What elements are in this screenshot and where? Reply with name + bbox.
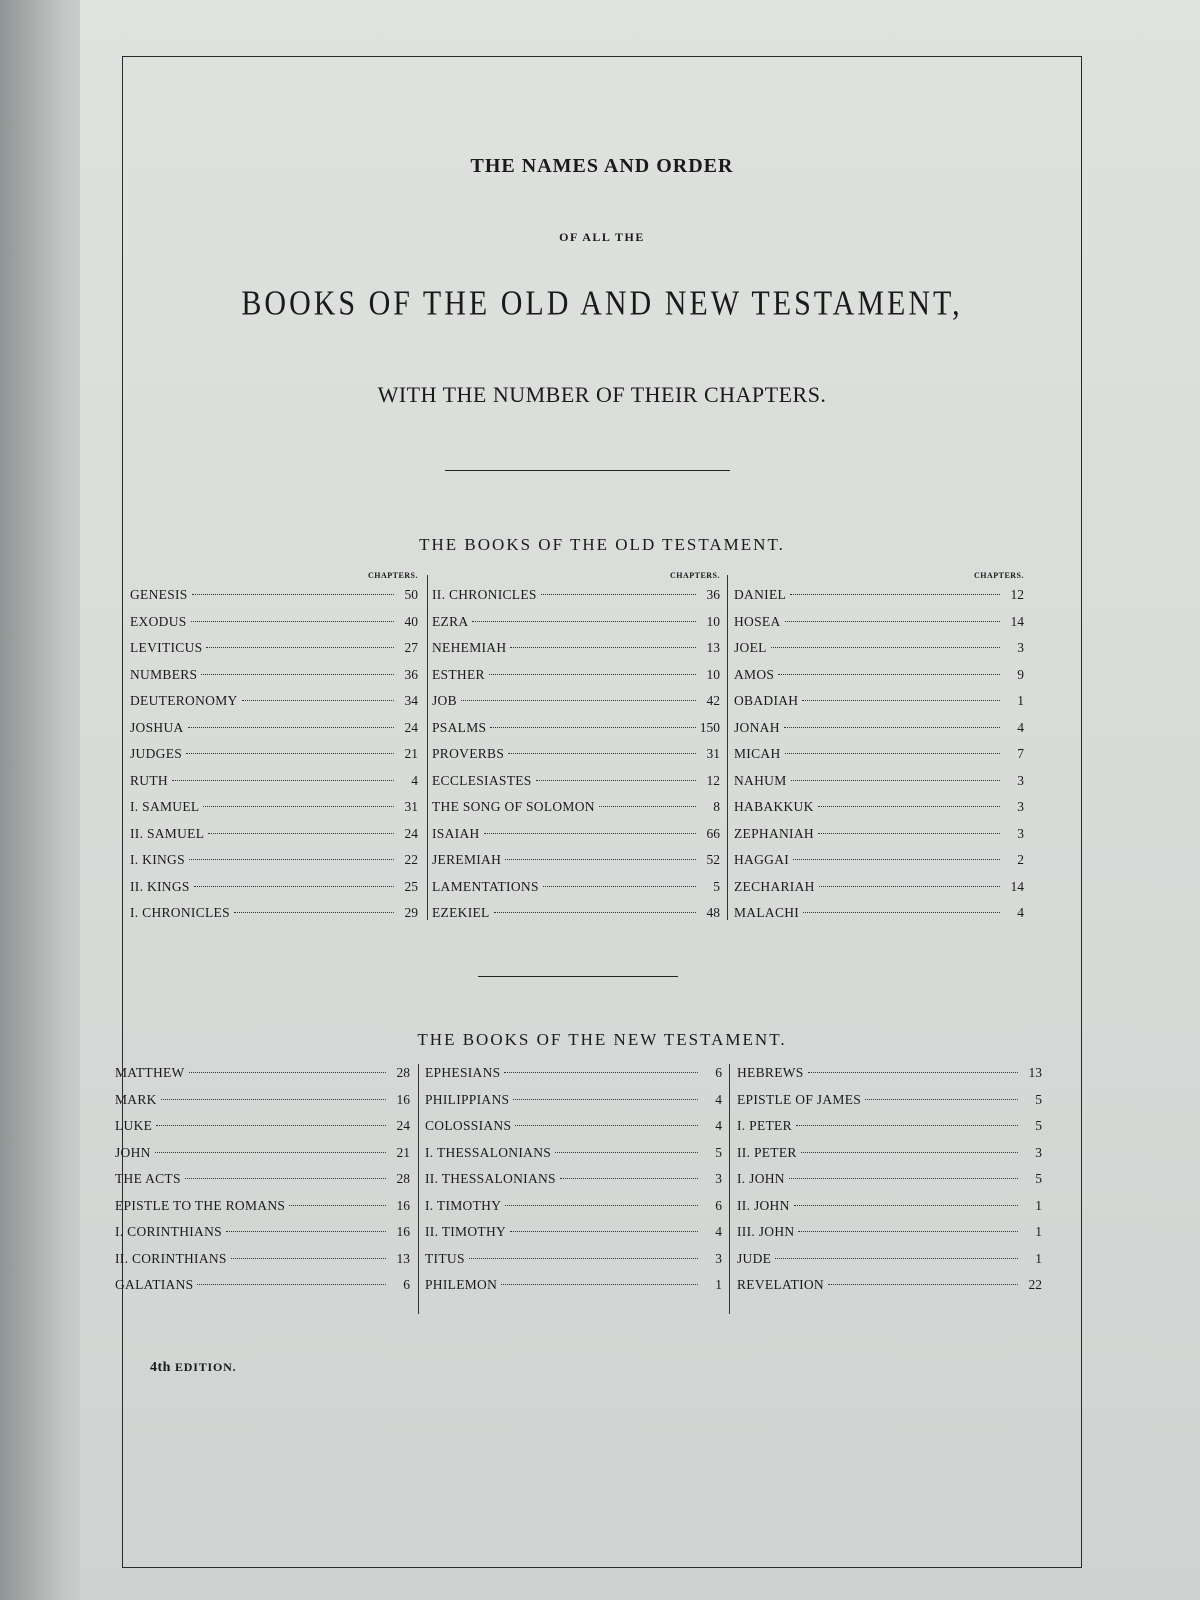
book-name: I. CHRONICLES <box>130 905 230 920</box>
chapter-count: 31 <box>404 799 418 814</box>
dot-leader <box>489 674 696 675</box>
nt-column-3 <box>737 1060 1042 1299</box>
chapter-count: 6 <box>715 1065 722 1080</box>
book-entry <box>432 821 720 848</box>
book-entry <box>115 1060 410 1087</box>
chapters-heading: CHAPTERS. <box>367 571 418 580</box>
book-name: ZEPHANIAH <box>734 825 814 841</box>
dot-leader <box>818 806 1000 807</box>
chapter-count: 4 <box>715 1091 722 1107</box>
chapter-count: 8 <box>713 799 720 814</box>
chapter-count: 4 <box>411 772 418 788</box>
ot-column-3 <box>734 570 1024 927</box>
chapter-count: 24 <box>404 825 418 841</box>
book-name: LAMENTATIONS <box>432 878 539 894</box>
chapter-count: 3 <box>1017 825 1024 841</box>
book-name: ISAIAH <box>432 825 480 841</box>
chapter-count: 16 <box>396 1224 410 1239</box>
book-name: ESTHER <box>432 666 485 682</box>
title-line-4: WITH THE NUMBER OF THEIR CHAPTERS. <box>377 382 827 407</box>
book-name: HEBREWS <box>737 1065 804 1080</box>
nt-column-2 <box>425 1060 722 1299</box>
book-entry <box>432 662 720 689</box>
book-entry <box>425 1193 722 1220</box>
book-name: GALATIANS <box>115 1277 194 1292</box>
book-entry <box>425 1113 722 1140</box>
book-entry <box>432 688 720 715</box>
book-name: TITUS <box>425 1250 465 1266</box>
book-entry <box>432 635 720 662</box>
chapter-count: 6 <box>403 1277 410 1292</box>
dot-leader <box>234 912 394 913</box>
book-entry <box>130 821 418 848</box>
book-name: II. PETER <box>737 1144 797 1160</box>
book-name: NEHEMIAH <box>432 640 507 655</box>
book-entry <box>130 900 418 927</box>
chapter-count: 22 <box>404 852 418 867</box>
chapter-count: 24 <box>396 1118 410 1133</box>
ot-divider-2 <box>727 575 728 920</box>
old-testament-title: THE BOOKS OF THE OLD TESTAMENT. <box>419 535 785 554</box>
dot-leader <box>510 1231 698 1232</box>
book-name: PHILIPPIANS <box>425 1091 510 1107</box>
book-name: JUDE <box>737 1250 772 1266</box>
book-name: THE ACTS <box>115 1171 181 1186</box>
chapter-count: 4 <box>1017 719 1024 735</box>
ot-list-3 <box>734 582 1024 927</box>
book-entry <box>734 847 1024 874</box>
ot-column-1 <box>130 570 418 927</box>
dot-leader <box>490 727 695 728</box>
book-entry <box>130 741 418 768</box>
dot-leader <box>242 700 394 701</box>
dot-leader <box>543 886 696 887</box>
book-entry <box>115 1087 410 1114</box>
chapter-count: 5 <box>1035 1091 1042 1107</box>
dot-leader <box>771 647 1000 648</box>
book-entry <box>130 609 418 636</box>
book-entry <box>432 609 720 636</box>
chapter-count: 29 <box>404 905 418 920</box>
book-name: JOB <box>432 693 457 708</box>
dot-leader <box>513 1099 698 1100</box>
dot-leader <box>790 594 1000 595</box>
chapter-count: 25 <box>404 878 418 894</box>
book-entry <box>432 582 720 609</box>
chapter-count: 28 <box>396 1065 410 1080</box>
chapter-count: 50 <box>404 587 418 602</box>
chapter-count: 13 <box>706 640 720 655</box>
book-entry <box>432 741 720 768</box>
dot-leader <box>505 859 696 860</box>
book-entry <box>115 1140 410 1167</box>
chapter-count: 5 <box>1035 1171 1042 1186</box>
book-entry <box>425 1060 722 1087</box>
chapter-count: 40 <box>404 613 418 629</box>
chapter-count: 36 <box>404 666 418 682</box>
title-line-1: THE NAMES AND ORDER <box>470 155 734 177</box>
book-entry <box>734 635 1024 662</box>
dot-leader <box>510 647 696 648</box>
dot-leader <box>789 1178 1018 1179</box>
book-entry <box>432 794 720 821</box>
book-name: ECCLESIASTES <box>432 772 532 788</box>
book-entry <box>130 794 418 821</box>
book-name: RUTH <box>130 772 168 788</box>
book-entry <box>115 1113 410 1140</box>
dot-leader <box>484 833 696 834</box>
dot-leader <box>155 1152 386 1153</box>
dot-leader <box>156 1125 386 1126</box>
book-entry <box>130 768 418 795</box>
nt-divider-2 <box>729 1064 730 1314</box>
book-name: OBADIAH <box>734 693 799 708</box>
book-name: HABAKKUK <box>734 799 814 814</box>
book-name: MICAH <box>734 746 781 761</box>
book-name: PHILEMON <box>425 1277 498 1292</box>
dot-leader <box>541 594 696 595</box>
chapters-heading: CHAPTERS. <box>669 571 720 580</box>
chapter-count: 52 <box>706 852 720 867</box>
book-name: JONAH <box>734 719 780 735</box>
divider-top <box>445 470 730 471</box>
book-name: II. KINGS <box>130 878 190 894</box>
book-name: I. SAMUEL <box>130 799 200 814</box>
chapter-count: 3 <box>715 1171 722 1186</box>
book-name: I. TIMOTHY <box>425 1197 502 1213</box>
dot-leader <box>785 753 1000 754</box>
book-name: I. PETER <box>737 1118 792 1133</box>
dot-leader <box>191 621 394 622</box>
chapter-count: 27 <box>404 640 418 655</box>
dot-leader <box>793 859 1000 860</box>
dot-leader <box>208 833 394 834</box>
chapter-count: 66 <box>706 825 720 841</box>
chapter-count: 34 <box>404 693 418 708</box>
dot-leader <box>186 753 394 754</box>
book-entry <box>737 1113 1042 1140</box>
book-entry <box>130 582 418 609</box>
book-entry <box>432 900 720 927</box>
dot-leader <box>197 1284 386 1285</box>
book-name: I. CORINTHIANS <box>115 1224 222 1239</box>
dot-leader <box>189 859 394 860</box>
book-name: II. CORINTHIANS <box>115 1250 227 1266</box>
dot-leader <box>194 886 394 887</box>
book-name: DANIEL <box>734 587 787 602</box>
book-entry <box>734 741 1024 768</box>
book-name: EPISTLE OF JAMES <box>737 1091 862 1107</box>
book-entry <box>734 715 1024 742</box>
book-entry <box>425 1087 722 1114</box>
book-name: EPISTLE TO THE ROMANS <box>115 1197 286 1213</box>
book-name: EXODUS <box>130 613 187 629</box>
dot-leader <box>828 1284 1018 1285</box>
book-name: LUKE <box>115 1118 153 1133</box>
book-name: GENESIS <box>130 587 188 602</box>
chapter-count: 31 <box>706 746 720 761</box>
book-name: JEREMIAH <box>432 852 502 867</box>
book-entry <box>115 1246 410 1273</box>
chapter-count: 16 <box>396 1197 410 1213</box>
dot-leader <box>803 912 1000 913</box>
dot-leader <box>469 1258 698 1259</box>
chapter-count: 21 <box>396 1144 410 1160</box>
dot-leader <box>472 621 696 622</box>
book-entry <box>130 635 418 662</box>
book-name: III. JOHN <box>737 1224 795 1239</box>
book-name: NUMBERS <box>130 666 198 682</box>
book-entry <box>425 1140 722 1167</box>
book-entry <box>425 1246 722 1273</box>
book-entry <box>115 1272 410 1299</box>
book-entry <box>737 1272 1042 1299</box>
edition-label: EDITION. <box>174 1360 237 1374</box>
dot-leader <box>599 806 696 807</box>
dot-leader <box>192 594 394 595</box>
dot-leader <box>791 780 1000 781</box>
book-name: PSALMS <box>432 719 487 735</box>
book-entry <box>734 900 1024 927</box>
nt-list-2 <box>425 1060 722 1299</box>
dot-leader <box>206 647 394 648</box>
dot-leader <box>189 1072 386 1073</box>
dot-leader <box>504 1072 698 1073</box>
book-entry <box>130 847 418 874</box>
book-name: ZECHARIAH <box>734 878 815 894</box>
book-name: PROVERBS <box>432 746 505 761</box>
dot-leader <box>794 1205 1018 1206</box>
book-name: THE SONG OF SOLOMON <box>432 799 595 814</box>
book-name: I. JOHN <box>737 1171 785 1186</box>
chapter-count: 1 <box>1017 693 1024 708</box>
chapter-count: 5 <box>1035 1118 1042 1133</box>
book-name: AMOS <box>734 666 775 682</box>
chapter-count: 14 <box>1010 613 1024 629</box>
book-entry <box>432 715 720 742</box>
chapter-count: 3 <box>715 1250 722 1266</box>
dot-leader <box>536 780 696 781</box>
dot-leader <box>808 1072 1018 1073</box>
edition-note <box>150 1360 236 1376</box>
chapter-count: 5 <box>715 1144 722 1160</box>
book-entry <box>734 662 1024 689</box>
book-entry <box>130 662 418 689</box>
dot-leader <box>203 806 394 807</box>
book-entry <box>425 1219 722 1246</box>
book-name: II. CHRONICLES <box>432 587 537 602</box>
book-name: LEVITICUS <box>130 640 203 655</box>
book-entry <box>734 821 1024 848</box>
chapter-count: 5 <box>713 878 720 894</box>
chapter-count: 21 <box>404 746 418 761</box>
dot-leader <box>802 700 1000 701</box>
book-entry <box>734 874 1024 901</box>
dot-leader <box>555 1152 698 1153</box>
divider-middle <box>478 976 678 977</box>
dot-leader <box>801 1152 1018 1153</box>
title-line-2: OF ALL THE <box>559 230 645 244</box>
chapter-count: 6 <box>715 1197 722 1213</box>
book-entry <box>734 768 1024 795</box>
book-name: II. TIMOTHY <box>425 1224 507 1239</box>
chapter-count: 24 <box>404 719 418 735</box>
book-entry <box>115 1193 410 1220</box>
chapter-count: 4 <box>715 1118 722 1133</box>
chapters-heading: CHAPTERS. <box>973 571 1024 580</box>
chapter-count: 12 <box>1010 587 1024 602</box>
book-entry <box>734 794 1024 821</box>
book-name: DEUTERONOMY <box>130 693 238 708</box>
chapter-count: 150 <box>699 719 720 735</box>
book-name: EZEKIEL <box>432 905 490 920</box>
chapter-count: 4 <box>715 1224 722 1239</box>
dot-leader <box>185 1178 386 1179</box>
book-entry <box>737 1246 1042 1273</box>
book-name: I. KINGS <box>130 852 185 867</box>
book-name: HAGGAI <box>734 852 790 867</box>
dot-leader <box>560 1178 698 1179</box>
dot-leader <box>161 1099 386 1100</box>
book-entry <box>737 1060 1042 1087</box>
book-entry <box>737 1166 1042 1193</box>
chapter-count: 7 <box>1017 746 1024 761</box>
chapter-count: 3 <box>1017 799 1024 814</box>
dot-leader <box>778 674 1000 675</box>
chapter-count: 36 <box>706 587 720 602</box>
book-entry <box>115 1219 410 1246</box>
chapter-count: 1 <box>1035 1197 1042 1213</box>
book-name: I. THESSALONIANS <box>425 1144 552 1160</box>
nt-column-1 <box>115 1060 410 1299</box>
chapter-count: 10 <box>706 613 720 629</box>
book-entry <box>737 1140 1042 1167</box>
book-entry <box>734 582 1024 609</box>
chapter-count: 9 <box>1017 666 1024 682</box>
book-name: JOEL <box>734 640 767 655</box>
book-entry <box>432 874 720 901</box>
dot-leader <box>796 1125 1018 1126</box>
book-entry <box>737 1219 1042 1246</box>
book-entry <box>130 715 418 742</box>
chapter-count: 3 <box>1017 640 1024 655</box>
book-entry <box>737 1087 1042 1114</box>
chapter-count: 48 <box>706 905 720 920</box>
dot-leader <box>818 833 1000 834</box>
chapter-count: 14 <box>1010 878 1024 894</box>
title-line-3: BOOKS OF THE OLD AND NEW TESTAMENT, <box>241 284 963 323</box>
dot-leader <box>865 1099 1018 1100</box>
book-entry <box>425 1166 722 1193</box>
book-entry <box>734 609 1024 636</box>
dot-leader <box>515 1125 698 1126</box>
chapter-count: 1 <box>1035 1224 1042 1239</box>
ot-list-1 <box>130 582 418 927</box>
dot-leader <box>188 727 394 728</box>
book-entry <box>115 1166 410 1193</box>
book-entry <box>432 847 720 874</box>
ot-divider-1 <box>427 575 428 920</box>
dot-leader <box>501 1284 698 1285</box>
dot-leader <box>494 912 696 913</box>
edition-number: 4th <box>150 1360 171 1375</box>
chapter-count: 4 <box>1017 905 1024 920</box>
dot-leader <box>775 1258 1018 1259</box>
book-name: HOSEA <box>734 613 781 629</box>
book-name: NAHUM <box>734 772 787 788</box>
book-entry <box>432 768 720 795</box>
dot-leader <box>784 727 1000 728</box>
chapter-count: 22 <box>1028 1277 1042 1292</box>
chapter-count: 1 <box>1035 1250 1042 1266</box>
book-name: EZRA <box>432 613 469 629</box>
book-entry <box>734 688 1024 715</box>
book-name: JOHN <box>115 1144 151 1160</box>
chapter-count: 42 <box>706 693 720 708</box>
chapter-count: 3 <box>1017 772 1024 788</box>
dot-leader <box>461 700 696 701</box>
book-name: II. SAMUEL <box>130 825 205 841</box>
book-name: EPHESIANS <box>425 1065 501 1080</box>
chapter-count: 28 <box>396 1171 410 1186</box>
book-entry <box>425 1272 722 1299</box>
dot-leader <box>798 1231 1018 1232</box>
dot-leader <box>505 1205 698 1206</box>
book-name: JOSHUA <box>130 719 184 735</box>
nt-list-3 <box>737 1060 1042 1299</box>
book-name: MALACHI <box>734 905 800 920</box>
chapter-count: 2 <box>1017 852 1024 867</box>
dot-leader <box>231 1258 386 1259</box>
dot-leader <box>289 1205 386 1206</box>
book-name: COLOSSIANS <box>425 1118 512 1133</box>
book-entry <box>130 874 418 901</box>
ot-column-2 <box>432 570 720 927</box>
chapter-count: 12 <box>706 772 720 788</box>
chapter-count: 3 <box>1035 1144 1042 1160</box>
book-name: MARK <box>115 1091 157 1107</box>
dot-leader <box>201 674 394 675</box>
book-name: II. THESSALONIANS <box>425 1171 556 1186</box>
new-testament-title: THE BOOKS OF THE NEW TESTAMENT. <box>417 1030 787 1049</box>
book-entry <box>130 688 418 715</box>
book-name: MATTHEW <box>115 1065 185 1080</box>
chapter-count: 16 <box>396 1091 410 1107</box>
book-name: JUDGES <box>130 746 183 761</box>
chapter-count: 13 <box>396 1250 410 1266</box>
dot-leader <box>785 621 1000 622</box>
dot-leader <box>508 753 696 754</box>
chapter-count: 1 <box>715 1277 722 1292</box>
ot-list-2 <box>432 582 720 927</box>
book-name: REVELATION <box>737 1277 824 1292</box>
dot-leader <box>819 886 1000 887</box>
book-entry <box>737 1193 1042 1220</box>
nt-list-1 <box>115 1060 410 1299</box>
chapter-count: 13 <box>1028 1065 1042 1080</box>
chapter-count: 10 <box>706 666 720 682</box>
dot-leader <box>172 780 394 781</box>
dot-leader <box>226 1231 386 1232</box>
nt-divider-1 <box>418 1064 419 1314</box>
book-name: II. JOHN <box>737 1197 790 1213</box>
